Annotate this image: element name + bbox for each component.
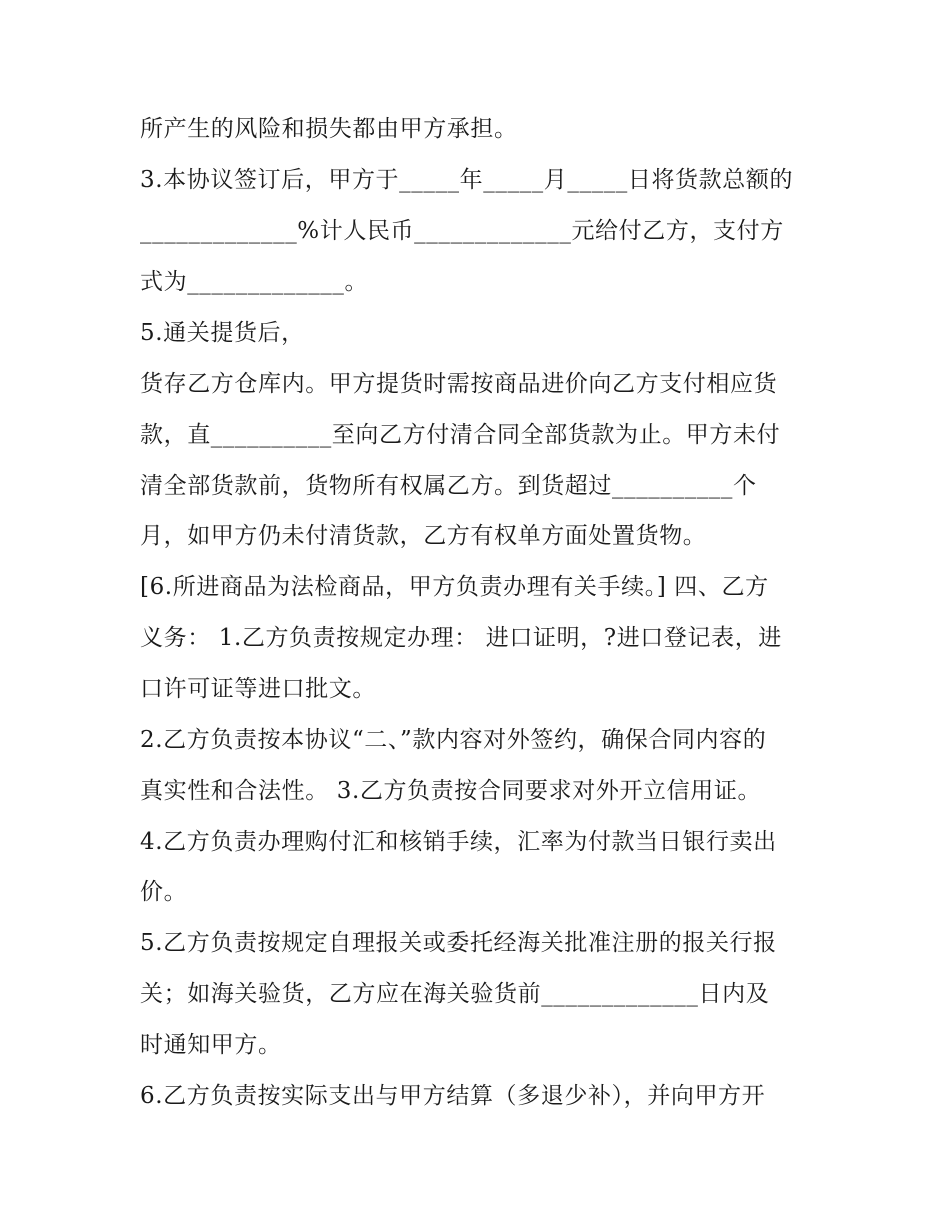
text-line: 3.本协议签订后，甲方于_____年_____月_____日将货款总额的: [140, 167, 794, 193]
text-line: 月，如甲方仍未付清货款，乙方有权单方面处置货物。: [140, 523, 707, 549]
text-line: 5.通关提货后，: [140, 320, 305, 346]
text-line: 价。: [140, 879, 188, 905]
text-line: 4.乙方负责办理购付汇和核销手续，汇率为付款当日银行卖出: [140, 829, 777, 855]
text-line: 5.乙方负责按规定自理报关或委托经海关批准注册的报关行报: [140, 930, 777, 956]
text-line: 口许可证等进口批文。: [140, 676, 376, 702]
text-line: 时通知甲方。: [140, 1032, 282, 1058]
text-line: 款，直__________至向乙方付清合同全部货款为止。甲方未付: [140, 422, 781, 448]
text-line: 货存乙方仓库内。甲方提货时需按商品进价向乙方支付相应货: [140, 371, 778, 397]
text-line: 6.乙方负责按实际支出与甲方结算（多退少补），并向甲方开: [140, 1083, 766, 1109]
text-line: 2.乙方负责按本协议“二、”款内容对外签约，确保合同内容的: [140, 727, 767, 753]
text-line: 式为_____________。: [140, 269, 369, 295]
text-line: _____________%计人民币_____________元给付乙方，支付方: [140, 218, 784, 244]
text-line: 所产生的风险和损失都由甲方承担。: [140, 116, 518, 142]
text-line: 义务： 1.乙方负责按规定办理： 进口证明，?进口登记表，进: [140, 625, 782, 651]
text-line: 真实性和合法性。 3.乙方负责按合同要求对外开立信用证。: [140, 778, 762, 804]
text-line: 关；如海关验货，乙方应在海关验货前_____________日内及: [140, 981, 770, 1007]
text-line: [6.所进商品为法检商品，甲方负责办理有关手续。] 四、乙方: [140, 574, 769, 600]
text-line: 清全部货款前，货物所有权属乙方。到货超过__________个: [140, 473, 757, 499]
